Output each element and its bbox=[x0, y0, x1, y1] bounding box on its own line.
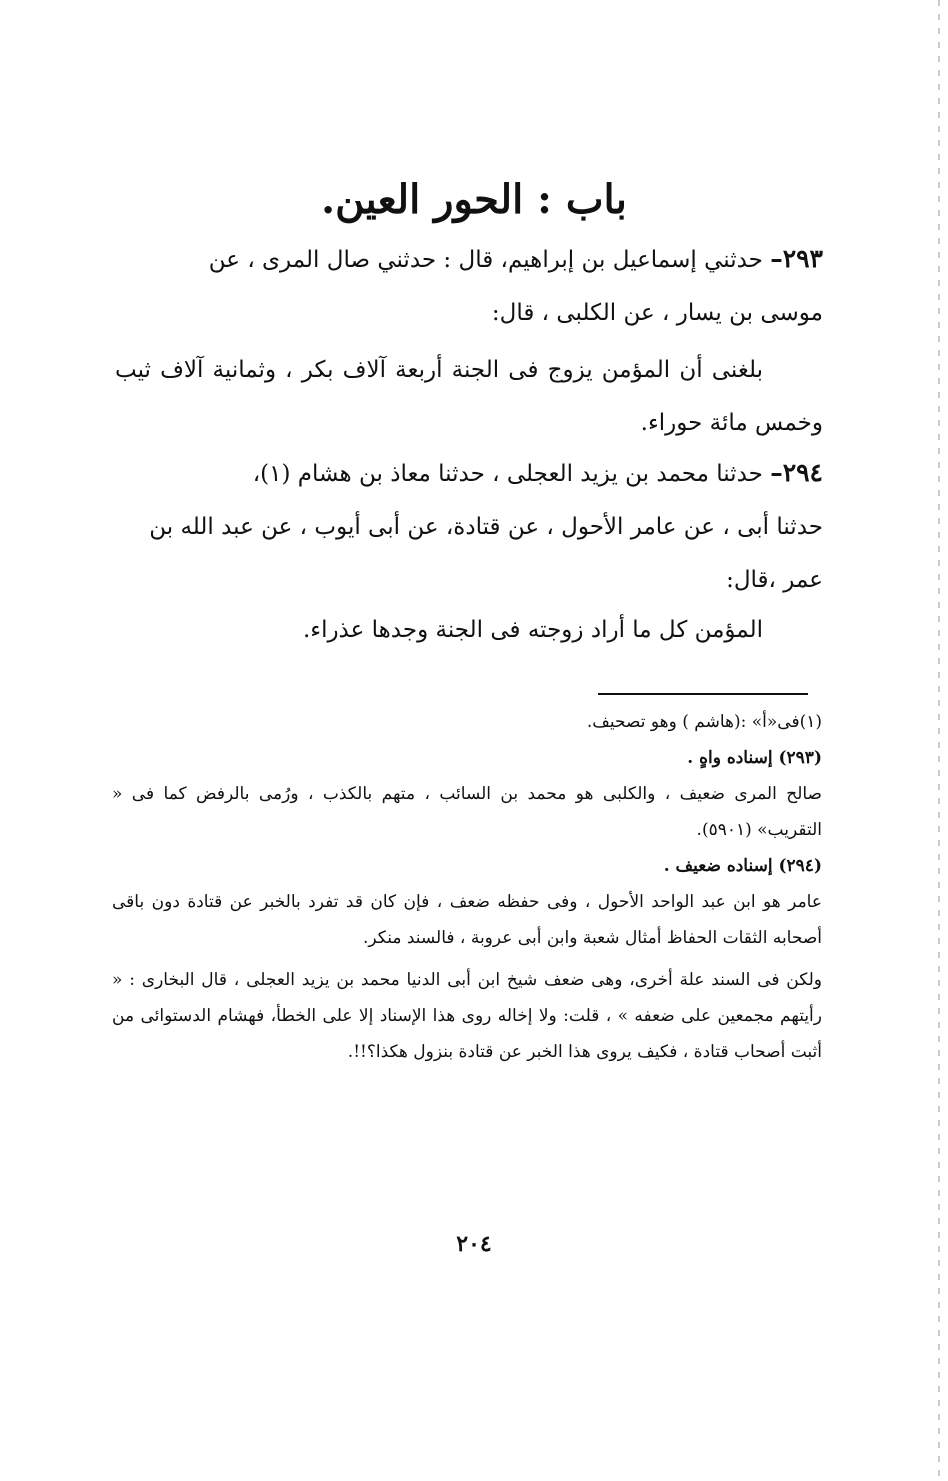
hadith-293-number: ٢٩٣– bbox=[770, 244, 823, 273]
footnotes bbox=[112, 704, 822, 1070]
hadith-294-line3: عمر ،قال: bbox=[726, 567, 823, 593]
hadith-293-line1: حدثني إسماعيل بن إبراهيم، قال : حدثني صال المرى ، عن bbox=[208, 247, 771, 273]
footnote-293-body: صالح المرى ضعيف ، والكلبى هو محمد بن السائب ، متهم بالكذب ، ورُمى بالرفض كما فى « التقريب» (٥٩٠١). bbox=[112, 784, 822, 840]
hadith-294-number: ٢٩٤– bbox=[770, 458, 823, 487]
page-number: ٢٠٤ bbox=[456, 1231, 492, 1257]
hadith-294-line1: حدثنا محمد بن يزيد العجلى ، حدثنا معاذ بن هشام (١)، bbox=[252, 461, 771, 487]
footnote-294-body-2: ولكن فى السند علة أخرى، وهى ضعف شيخ ابن أبى الدنيا محمد بن يزيد العجلى ، قال البخارى : « رأيتهم مجمعين على ضعفه » ، قلت: ولا إخاله روى هذا الإسناد إلا على الخطأ، فهشام الدستوائى من أثبت أصحاب قتادة ، فكيف يروى هذا الخبر عن قتادة بنزول هكذا؟!!. bbox=[112, 970, 822, 1062]
hadith-293-text: بلغنى أن المؤمن يزوج فى الجنة أربعة آلاف بكر ، وثمانية آلاف ثيب وخمس مائة حوراء. bbox=[115, 357, 823, 436]
chapter-title: باب : الحور العين. bbox=[321, 176, 627, 223]
footnote-1: (١)فى«أ» :(هاشم ) وهو تصحيف. bbox=[586, 712, 822, 732]
footnote-divider bbox=[598, 693, 808, 695]
scan-edge-mark bbox=[938, 0, 940, 1481]
hadith-294-text: المؤمن كل ما أراد زوجته فى الجنة وجدها عذراء. bbox=[302, 617, 763, 643]
hadith-293-isnad bbox=[115, 232, 823, 340]
hadith-294-line2: حدثنا أبى ، عن عامر الأحول ، عن قتادة، عن أبى أيوب ، عن عبد الله بن bbox=[149, 514, 823, 540]
footnote-294-heading: (٢٩٤) إسناده ضعيف . bbox=[663, 856, 822, 876]
hadith-294-isnad bbox=[115, 446, 823, 607]
hadith-293-line2: موسى بن يسار ، عن الكلبى ، قال: bbox=[491, 300, 823, 326]
footnote-293-heading: (٢٩٣) إسناده واهٍ . bbox=[687, 748, 822, 768]
footnote-294-body-1: عامر هو ابن عبد الواحد الأحول ، وفى حفظه ضعف ، فإن كان قد تفرد بالخبر عن قتادة دون باقى أصحابه الثقات الحفاظ أمثال شعبة وابن أبى عروبة ، فالسند منكر. bbox=[112, 892, 822, 948]
